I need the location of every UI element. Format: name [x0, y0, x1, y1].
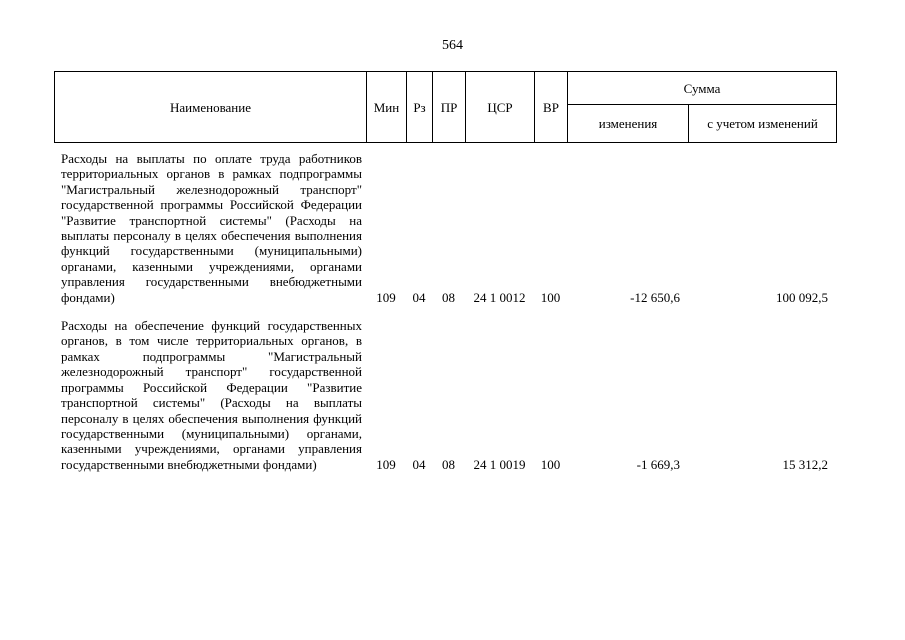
row-rz: 04	[412, 456, 426, 472]
row-pr: 08	[442, 456, 455, 472]
row-name: Расходы на обеспечение функций государственных органов, в том числе территориальных органов, в рамках подпрограммы "Магистральный железнодорожный транспорт" государственной программы Российской Федерации "Развитие транспортной системы" (Расходы на выплаты персоналу в целях обеспечения выполнения функций государственными (муниципальными) органами, казенными учреждениями, органами управления государственными внебюджетными фондами)	[61, 318, 362, 472]
header-pr: ПР	[433, 72, 466, 143]
header-sum: Сумма	[568, 72, 837, 105]
row-vr: 100	[540, 456, 561, 472]
row-rz: 04	[412, 289, 426, 305]
row-change: -1 669,3	[636, 456, 680, 472]
row-min: 109	[376, 289, 396, 305]
header-sum-change: изменения	[568, 105, 689, 143]
row-csr: 24 1 0012	[473, 289, 526, 305]
row-min: 109	[376, 456, 396, 472]
header-vr: ВР	[535, 72, 568, 143]
row-name: Расходы на выплаты по оплате труда работников территориальных органов в рамках подпрограммы "Магистральный железнодорожный транспорт" государственной программы Российской Федерации "Развитие транспортной системы" (Расходы на выплаты персоналу в целях обеспечения выполнения функций государственными (муниципальными) органами, казенными учреждениями, органами управления государственными внебюджетными фондами)	[61, 151, 362, 305]
header-rz: Рз	[407, 72, 433, 143]
table-row	[54, 151, 836, 305]
page-number: 564	[442, 38, 463, 53]
header-sum-with-changes: с учетом изменений	[689, 105, 837, 143]
table-header	[54, 71, 837, 143]
header-min: Мин	[367, 72, 407, 143]
table-row	[54, 305, 836, 472]
row-pr: 08	[442, 289, 455, 305]
table-body	[54, 151, 836, 472]
row-vr: 100	[540, 289, 561, 305]
row-total: 15 312,2	[782, 456, 828, 472]
row-csr: 24 1 0019	[473, 456, 526, 472]
row-change: -12 650,6	[630, 289, 680, 305]
header-name: Наименование	[55, 72, 367, 143]
row-total: 100 092,5	[776, 289, 828, 305]
header-csr: ЦСР	[466, 72, 535, 143]
